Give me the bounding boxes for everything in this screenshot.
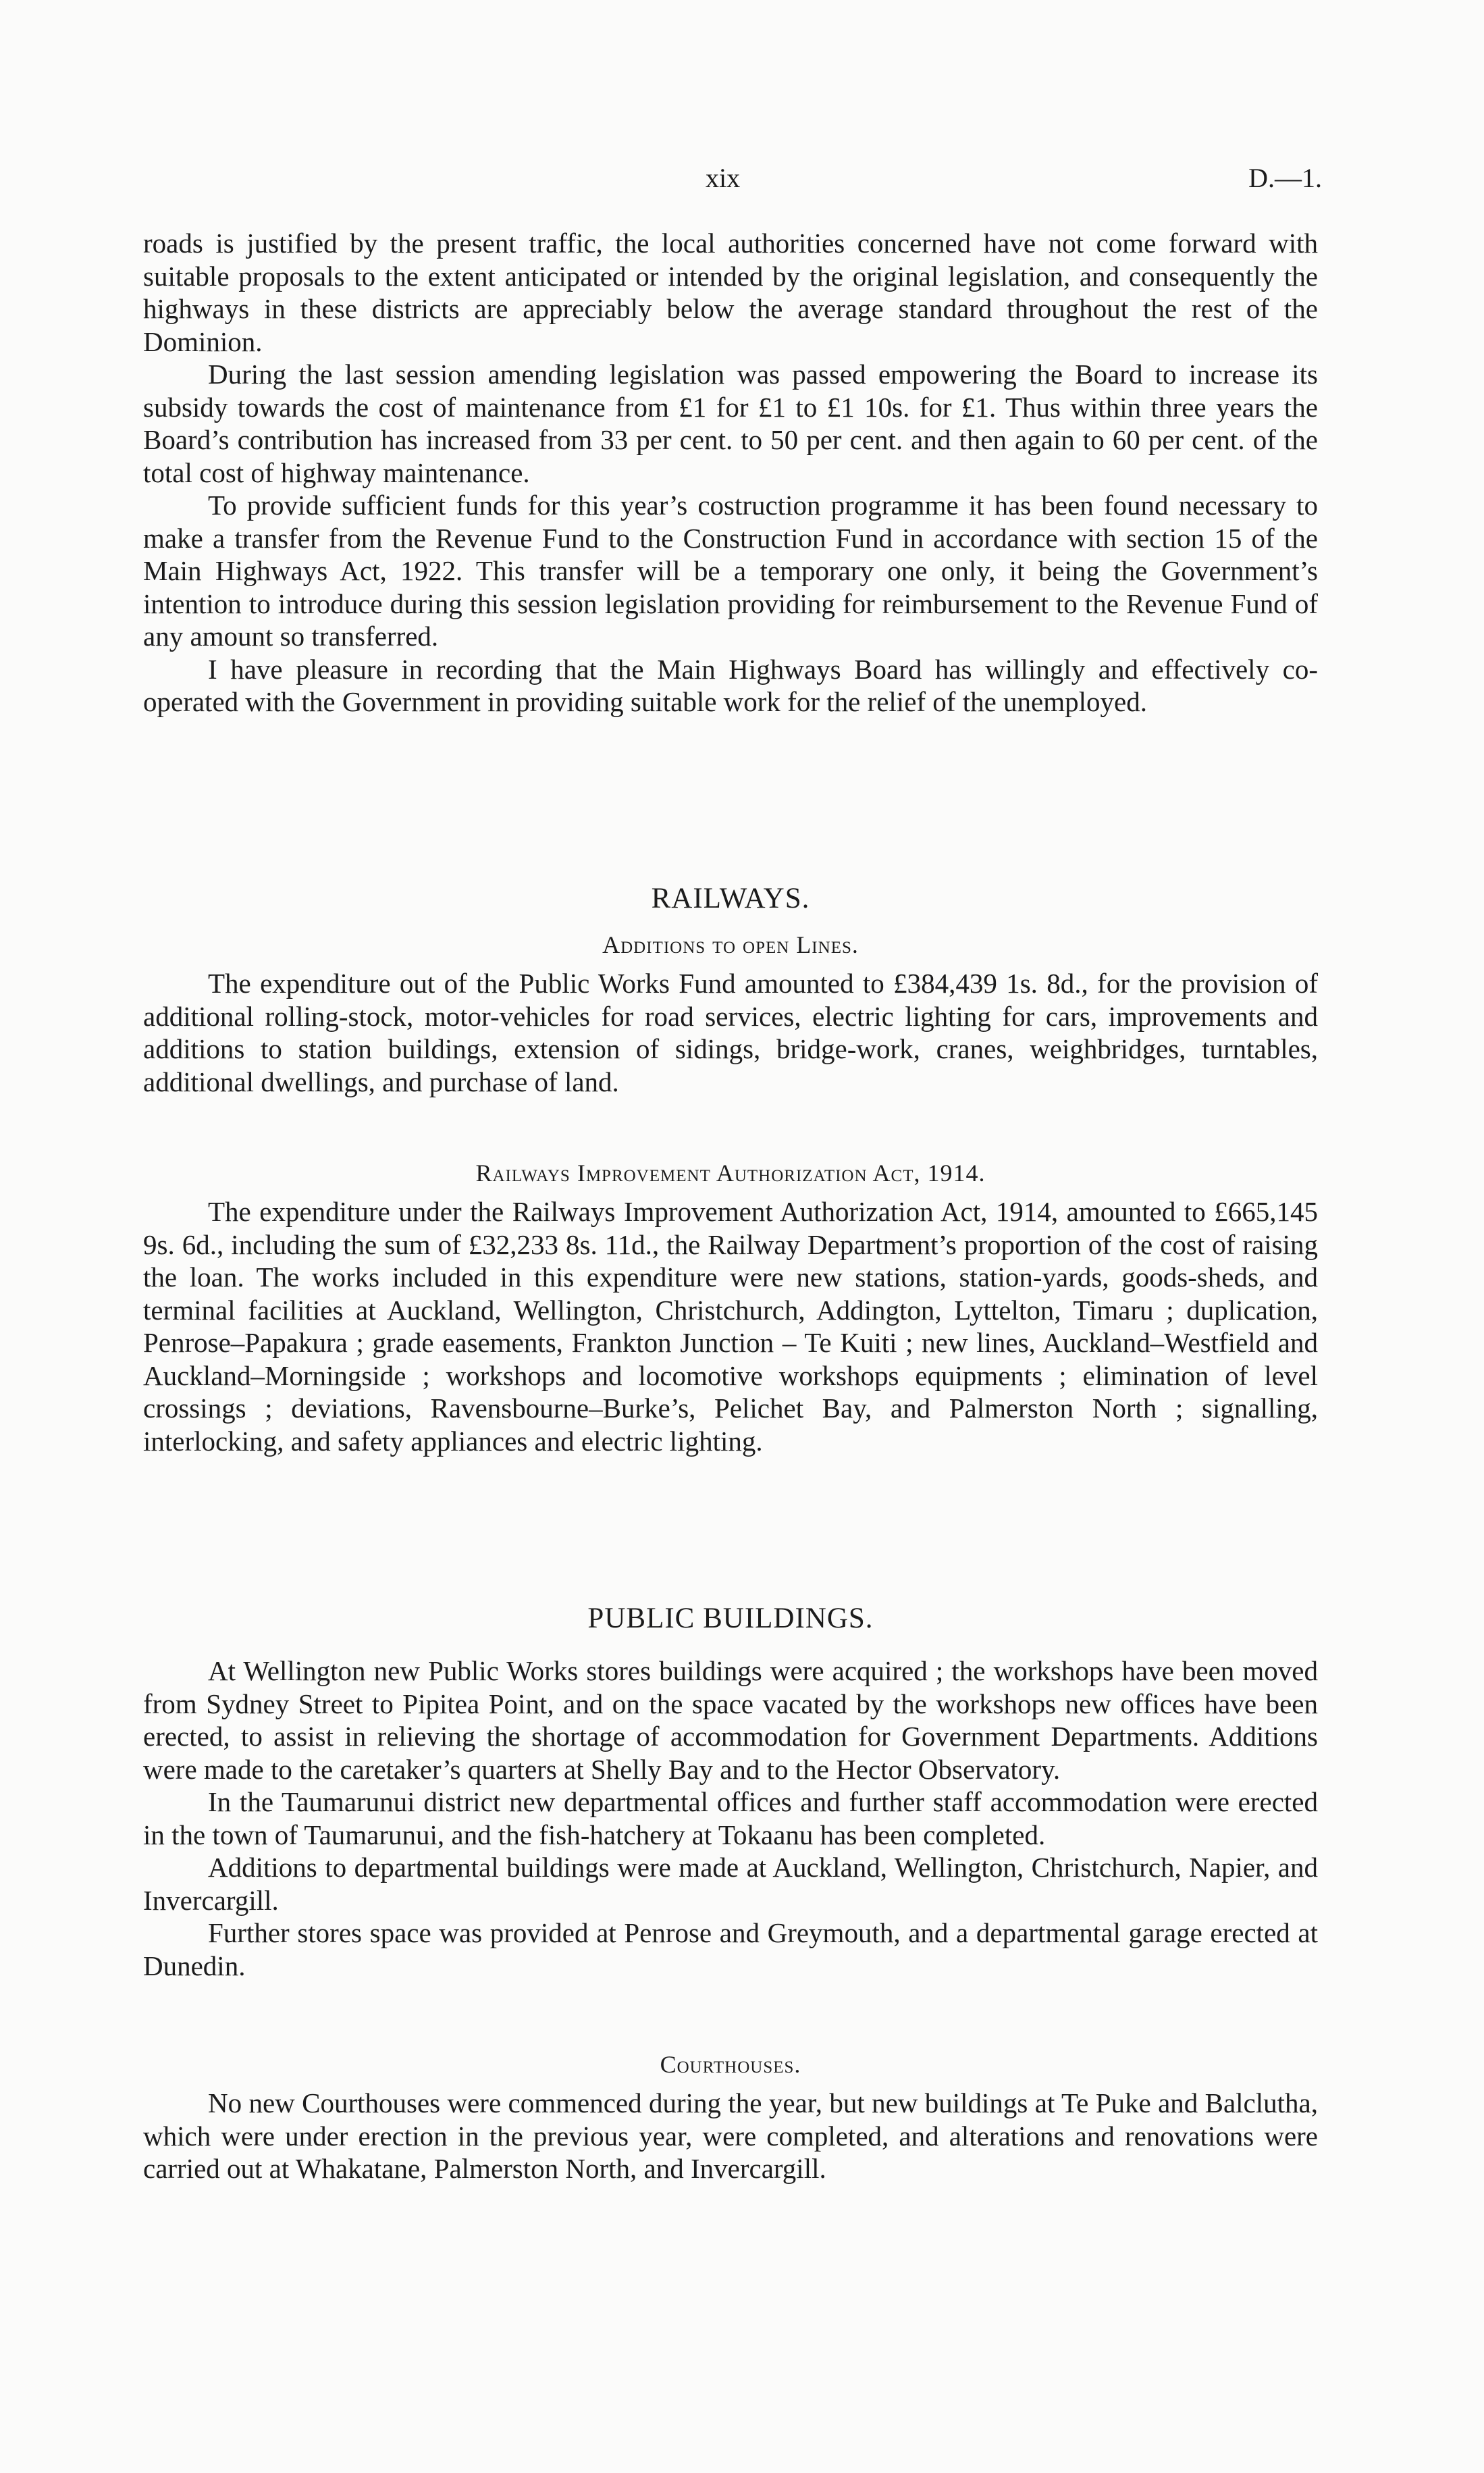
- courthouses-paragraph: No new Courthouses were commenced during the year, but new buildings at Te Puke and Balclutha, which were under erection in the previous year, were completed, and alterations and renovations were carried out at Whakatane, Palmerston North, and Invercargill.: [143, 2087, 1318, 2184]
- courthouses-section: [143, 2087, 1318, 2185]
- page-header: [0, 162, 1484, 203]
- railways-section-2: [143, 1195, 1318, 1457]
- railways-section-1: [143, 967, 1318, 1098]
- public-buildings-section: [143, 1655, 1318, 1982]
- additions-to-open-lines-heading: Additions to open Lines.: [602, 931, 859, 958]
- railways-improvement-heading: Railways Improvement Authorization Act, 1914.: [475, 1160, 986, 1187]
- public-buildings-paragraph-2: In the Taumarunui district new departmental offices and further staff accommodation were erected in the town of Taumarunui, and the fish-hatchery at Tokaanu has been completed.: [143, 1786, 1318, 1850]
- highways-paragraph-2: During the last session amending legislation was passed empowering the Board to increase its subsidy towards the cost of maintenance from £1 for £1 to £1 10s. for £1. Thus within three years the Board’s contribution has increased from 33 per cent. to 50 per cent. and then again to 60 per cent. of the total cost of highway maintenance.: [143, 359, 1318, 488]
- highways-paragraph-3: To provide sufficient funds for this year’s costruction programme it has been found necessary to make a transfer from the Revenue Fund to the Construction Fund in accordance with section 15 of the Main Highways Act, 1922. This transfer will be a temporary one only, it being the Government’s intention to introduce during this session legislation providing for reimbursement to the Revenue Fund of any amount so transferred.: [143, 490, 1318, 652]
- highways-paragraph-1: roads is justified by the present traffic, the local authorities concerned have not come forward with suitable proposals to the extent anticipated or intended by the original legislation, and consequently the highways in these districts are appreciably below the average standard throughout the rest of the Dominion.: [143, 228, 1318, 357]
- public-buildings-paragraph-1: At Wellington new Public Works stores buildings were acquired ; the workshops have been moved from Sydney Street to Pipitea Point, and on the space vacated by the workshops new offices have been erected, to assist in relieving the shortage of accommodation for Government Departments. Additions were made to the caretaker’s quarters at Shelly Bay and to the Hector Observatory.: [143, 1655, 1318, 1785]
- highways-paragraph-4: I have pleasure in recording that the Main Highways Board has willingly and effectively co-operated with the Government in providing suitable work for the relief of the unemployed.: [143, 653, 1318, 717]
- public-buildings-heading: PUBLIC BUILDINGS.: [587, 1603, 874, 1634]
- page-number: xix: [706, 163, 741, 193]
- public-buildings-paragraph-3: Additions to departmental buildings were made at Auckland, Wellington, Christchurch, Napier, and Invercargill.: [143, 1852, 1318, 1916]
- railways-paragraph-2: The expenditure under the Railways Improvement Authorization Act, 1914, amounted to £665,145 9s. 6d., including the sum of £32,233 8s. 11d., the Railway Department’s proportion of the cost of raising the loan. The works included in this expenditure were new stations, station-yards, goods-sheds, and terminal facilities at Auckland, Wellington, Christchurch, Addington, Lyttelton, Timaru ; duplication, Penrose–Papakura ; grade easements, Frankton Junction – Te Kuiti ; new lines, Auckland–Westfield and Auckland–Morningside ; workshops and locomotive workshops equipments ; elimination of level crossings ; deviations, Ravensbourne–Burke’s, Pelichet Bay, and Palmerston North ; signalling, interlocking, and safety appliances and electric lighting.: [143, 1196, 1318, 1457]
- public-buildings-paragraph-4: Further stores space was provided at Penrose and Greymouth, and a departmental garage erected at Dunedin.: [143, 1917, 1318, 1981]
- highways-section: [143, 227, 1318, 719]
- courthouses-heading: Courthouses.: [660, 2051, 801, 2078]
- railways-heading: RAILWAYS.: [651, 883, 810, 914]
- railways-paragraph-1: The expenditure out of the Public Works Fund amounted to £384,439 1s. 8d., for the provision of additional rolling-stock, motor-vehicles for road services, electric lighting for cars, improvements and additions to station buildings, extension of sidings, bridge-work, cranes, weighbridges, turntables, additional dwellings, and purchase of land.: [143, 968, 1318, 1097]
- document-reference: D.—1.: [1248, 163, 1322, 193]
